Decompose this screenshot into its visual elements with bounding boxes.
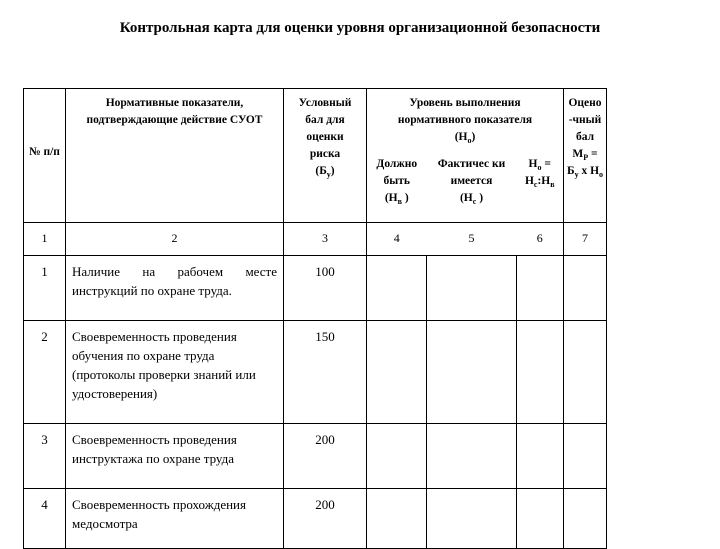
table-row [24, 423, 607, 488]
column-number: 5 [427, 222, 517, 255]
row-indicator: Своевременность проведения инструктажа по охране труда [66, 423, 284, 488]
column-number: 4 [367, 222, 427, 255]
row-required [367, 423, 427, 488]
row-ratio [517, 488, 564, 548]
row-number: 3 [24, 423, 66, 488]
header-cell-actual: Фактичес ки имеется ($Н_с$ ) [427, 146, 517, 222]
row-assessment [564, 320, 607, 423]
row-assessment [564, 488, 607, 548]
column-number: 2 [66, 222, 284, 255]
row-actual [427, 320, 517, 423]
checklist-table [23, 88, 607, 549]
row-score: 200 [284, 423, 367, 488]
header-cell-number: № п/п [24, 89, 66, 223]
header-cell-ratio: $Н_о$ = $Н_с:Н_в$ [517, 146, 564, 222]
column-number-row [24, 222, 607, 255]
page-title: Контрольная карта для оценки уровня организационной безопасности [119, 20, 601, 36]
row-assessment [564, 255, 607, 320]
header-cell-completion-level: Уровень выполнения нормативного показателя $(Н_о)$ [367, 89, 564, 147]
row-indicator: Своевременность прохождения медосмотра [66, 488, 284, 548]
row-score: 100 [284, 255, 367, 320]
row-actual [427, 488, 517, 548]
row-required [367, 255, 427, 320]
row-ratio [517, 255, 564, 320]
table-row [24, 255, 607, 320]
header-cell-indicators: Нормативные показатели, подтверждающие действие СУОТ [66, 89, 284, 223]
header-cell-assessment-score: Оцено -чный бал $М_Р$ = $Б_у$ х $Н_о$ [564, 89, 607, 223]
row-actual [427, 423, 517, 488]
row-actual [427, 255, 517, 320]
column-number: 6 [517, 222, 564, 255]
row-ratio [517, 320, 564, 423]
row-score: 150 [284, 320, 367, 423]
row-required [367, 488, 427, 548]
column-number: 7 [564, 222, 607, 255]
table-row [24, 320, 607, 423]
row-indicator: Наличие на рабочем месте инструкций по охране труда. [66, 255, 284, 320]
row-number: 4 [24, 488, 66, 548]
row-number: 2 [24, 320, 66, 423]
column-number: 1 [24, 222, 66, 255]
row-indicator: Своевременность проведения обучения по охране труда (протоколы проверки знаний или удостоверения) [66, 320, 284, 423]
row-number: 1 [24, 255, 66, 320]
header-cell-conditional-score: Условный бал для оценки риска $(Б_у)$ [284, 89, 367, 223]
row-ratio [517, 423, 564, 488]
row-score: 200 [284, 488, 367, 548]
table-row [24, 488, 607, 548]
header-cell-required: Должно быть ($Н_в$ ) [367, 146, 427, 222]
column-number: 3 [284, 222, 367, 255]
row-assessment [564, 423, 607, 488]
row-required [367, 320, 427, 423]
